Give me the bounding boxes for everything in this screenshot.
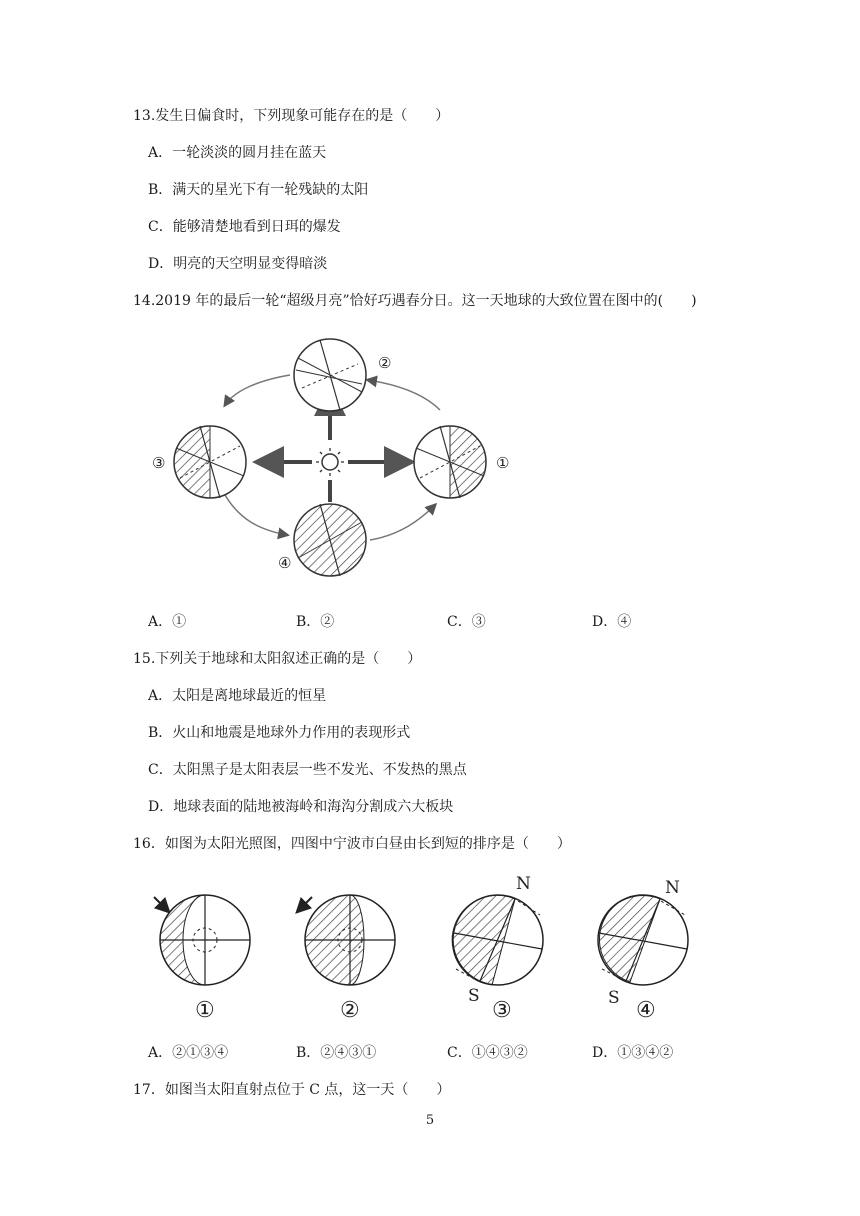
fig16-n-4: N bbox=[665, 878, 680, 898]
label-4: ④ bbox=[278, 554, 292, 572]
q13-option-b: B．满天的星光下有一轮残缺的太阳 bbox=[148, 182, 369, 198]
q13-option-a: A．一轮淡淡的圆月挂在蓝天 bbox=[148, 145, 327, 161]
diagram-2 bbox=[298, 895, 395, 1023]
fig16-n-3: N bbox=[516, 875, 531, 894]
sun-icon bbox=[316, 448, 344, 476]
q16-option-b: B．②④③① bbox=[296, 1045, 377, 1061]
q14-orbit-figure bbox=[150, 330, 530, 590]
q16-stem: 16．如图为太阳光照图，四图中宁波市白昼由长到短的排序是（ ） bbox=[133, 836, 571, 852]
q13-stem: 13.发生日偏食时，下列现象可能存在的是（ ） bbox=[133, 108, 450, 124]
q13-option-d: D．明亮的天空明显变得暗淡 bbox=[148, 256, 328, 272]
q14-stem: 14.2019 年的最后一轮“超级月亮”恰好巧遇春分日。这一天地球的大致位置在图中的( ) bbox=[133, 293, 697, 309]
q14-option-d: D．④ bbox=[592, 614, 632, 630]
label-2: ② bbox=[378, 354, 392, 372]
diagram-4 bbox=[598, 878, 688, 1023]
fig16-label-4: ④ bbox=[636, 998, 656, 1023]
fig16-s-4: S bbox=[608, 988, 620, 1008]
fig16-label-3: ③ bbox=[492, 998, 512, 1023]
globe-4 bbox=[294, 504, 366, 576]
q15-option-d: D．地球表面的陆地被海岭和海沟分割成六大板块 bbox=[148, 799, 454, 815]
diagram-3 bbox=[452, 875, 543, 1023]
q15-stem: 15.下列关于地球和太阳叙述正确的是（ ） bbox=[133, 651, 422, 667]
globe-2 bbox=[294, 339, 366, 411]
q15-option-a: A．太阳是离地球最近的恒星 bbox=[148, 688, 327, 704]
q14-option-b: B．② bbox=[296, 614, 335, 630]
fig16-label-2: ② bbox=[340, 998, 360, 1023]
diagram-1 bbox=[154, 895, 250, 1023]
q16-option-d: D．①③④② bbox=[592, 1045, 674, 1061]
q15-option-b: B．火山和地震是地球外力作用的表现形式 bbox=[148, 725, 411, 741]
fig16-label-1: ① bbox=[195, 998, 215, 1023]
page-number: 5 bbox=[425, 1113, 435, 1128]
globe-3 bbox=[174, 426, 246, 498]
globe-1 bbox=[414, 426, 486, 498]
q16-option-a: A．②①③④ bbox=[148, 1045, 229, 1061]
q16-option-c: C．①④③② bbox=[447, 1045, 528, 1061]
q13-option-c: C．能够清楚地看到日珥的爆发 bbox=[148, 219, 341, 235]
q14-option-a: A．① bbox=[148, 614, 187, 630]
q16-illumination-figure bbox=[140, 875, 700, 1025]
label-3: ③ bbox=[152, 454, 166, 472]
q15-option-c: C．太阳黑子是太阳表层一些不发光、不发热的黑点 bbox=[148, 762, 467, 778]
q17-stem: 17．如图当太阳直射点位于 C 点，这一天（ ） bbox=[133, 1082, 451, 1098]
fig16-s-3: S bbox=[468, 986, 480, 1006]
label-1: ① bbox=[496, 454, 510, 472]
q14-option-c: C．③ bbox=[447, 614, 486, 630]
